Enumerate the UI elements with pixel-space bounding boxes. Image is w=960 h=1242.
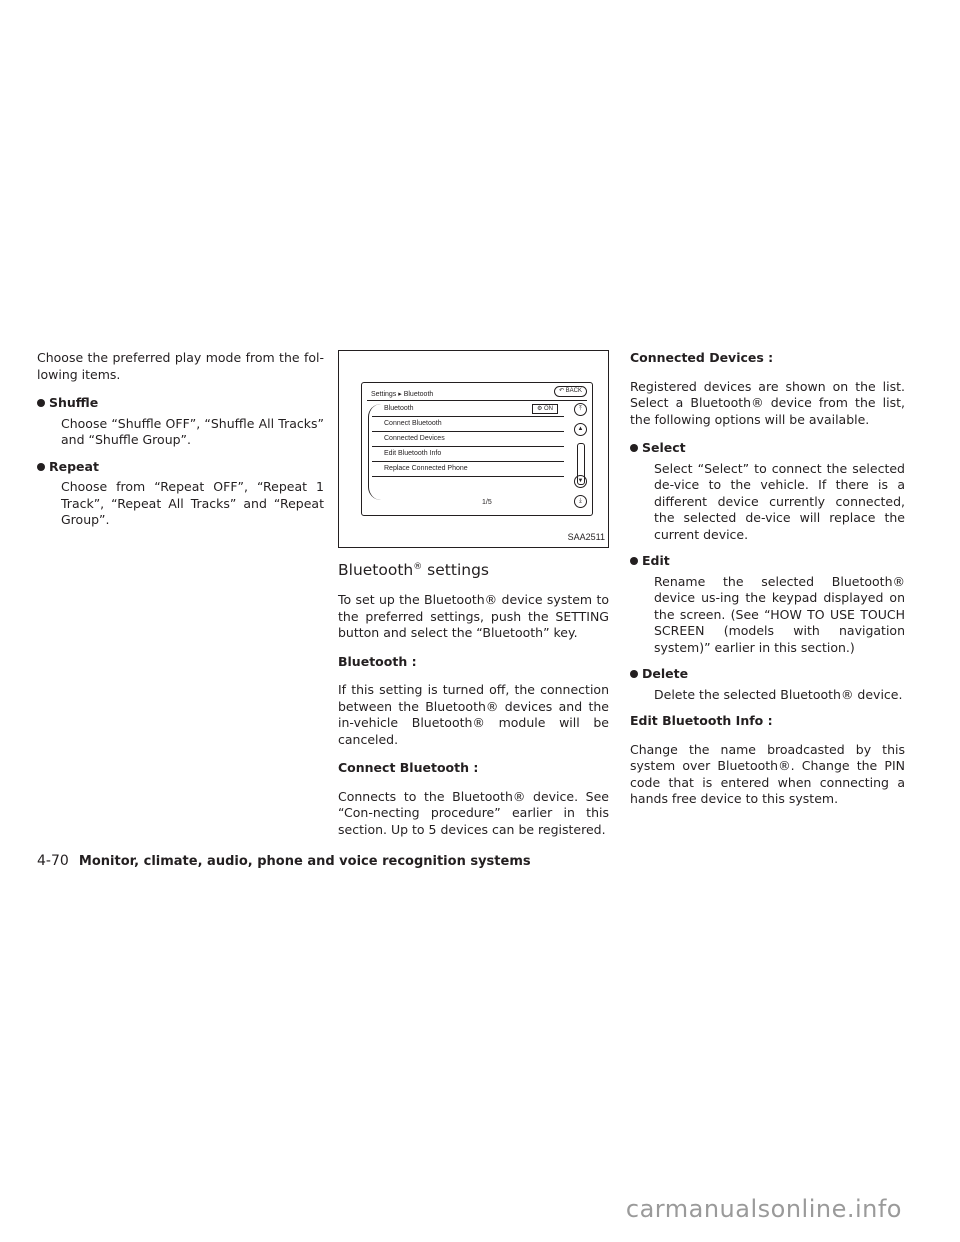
- bullet-text: Delete the selected Bluetooth® device.: [654, 686, 903, 702]
- subheading-connected-devices: Connected Devices :: [630, 350, 774, 365]
- settings-menu: [372, 402, 564, 477]
- bullet-heading: Shuffle: [49, 395, 99, 410]
- scroll-down-icon: ▼: [574, 475, 587, 488]
- menu-item-replace-connected-phone: Replace Connected Phone: [372, 462, 564, 477]
- bullet-heading: Select: [642, 440, 686, 455]
- bullet-heading: Edit: [642, 553, 670, 568]
- intro-text: Choose the preferred play mode from the fol-lowing items.: [37, 350, 324, 382]
- right-column: [630, 350, 905, 820]
- bullet-text: Rename the selected Bluetooth® device us-ing the keypad displayed on the screen. (See “HOW TO USE TOUCH SCREEN (models with navigation system)” earlier in this section.): [654, 573, 905, 655]
- bullet-select: [630, 440, 905, 543]
- bullet-icon: [630, 670, 638, 678]
- divider: [367, 400, 587, 401]
- bullet-shuffle: [37, 395, 324, 449]
- bullet-heading: Delete: [642, 666, 689, 681]
- scroll-top-icon: ⤒: [574, 403, 587, 416]
- watermark[interactable]: carmanualsonline.info: [625, 1195, 902, 1223]
- figure-code: SAA2511: [567, 531, 605, 542]
- bullet-text: Choose “Shuffle OFF”, “Shuffle All Tracks” and “Shuffle Group”.: [61, 415, 324, 447]
- bullet-delete: [630, 666, 905, 703]
- section-title: Bluetooth® settings: [338, 561, 489, 579]
- back-button: ↶ BACK: [554, 386, 587, 397]
- page-footer: [37, 853, 531, 869]
- left-column: [37, 350, 324, 539]
- page-number: 4-70: [37, 853, 69, 869]
- bullet-repeat: [37, 459, 324, 529]
- bullet-heading: Repeat: [49, 458, 99, 474]
- screen-breadcrumb: Settings ▸ Bluetooth: [371, 391, 434, 398]
- menu-item-edit-bluetooth-info: Edit Bluetooth Info: [372, 447, 564, 462]
- bullet-text: Choose from “Repeat OFF”, “Repeat 1 Track”, “Repeat All Tracks” and “Repeat Group”.: [61, 479, 324, 527]
- scroll-up-icon: ▲: [574, 423, 587, 436]
- screen-illustration: [361, 382, 593, 516]
- paragraph: Change the name broadcasted by this system over Bluetooth®. Change the PIN code that is entered when connecting a hands free device to this system.: [630, 741, 905, 806]
- bullet-edit: [630, 553, 905, 656]
- menu-item-connect-bluetooth: Connect Bluetooth: [372, 417, 564, 432]
- on-badge: ⚙ ON: [532, 404, 558, 414]
- scroll-bottom-icon: ⤓: [574, 495, 587, 508]
- paragraph: Connects to the Bluetooth® device. See “Con-necting procedure” earlier in this section. Up to 5 devices can be registered.: [338, 788, 609, 837]
- bullet-icon: [630, 557, 638, 565]
- bullet-icon: [37, 399, 45, 407]
- bullet-icon: [37, 463, 45, 471]
- bullet-text: Select “Select” to connect the selected de-vice to the vehicle. If there is a different device currently connected, the selected de-vice will replace the current device.: [654, 460, 905, 542]
- subheading-edit-bluetooth-info: Edit Bluetooth Info :: [630, 713, 773, 728]
- menu-item-bluetooth: Bluetooth ⚙ ON: [372, 402, 564, 417]
- menu-item-connected-devices: Connected Devices: [372, 432, 564, 447]
- subheading-bluetooth: Bluetooth :: [338, 653, 417, 669]
- paragraph: Registered devices are shown on the list. Select a Bluetooth® device from the list, the following options will be available.: [630, 378, 905, 427]
- chapter-title: Monitor, climate, audio, phone and voice recognition systems: [78, 854, 531, 869]
- subheading-connect-bluetooth: Connect Bluetooth :: [338, 760, 479, 775]
- paragraph: If this setting is turned off, the connection between the Bluetooth® devices and the in-vehicle Bluetooth® module will be canceled.: [338, 682, 609, 747]
- page-indicator: 1/5: [482, 498, 492, 506]
- bluetooth-settings-figure: [338, 350, 609, 548]
- middle-column: [338, 350, 609, 850]
- bullet-icon: [630, 444, 638, 452]
- paragraph: To set up the Bluetooth® device system to the preferred settings, push the SETTING button and select the “Bluetooth” key.: [338, 592, 609, 640]
